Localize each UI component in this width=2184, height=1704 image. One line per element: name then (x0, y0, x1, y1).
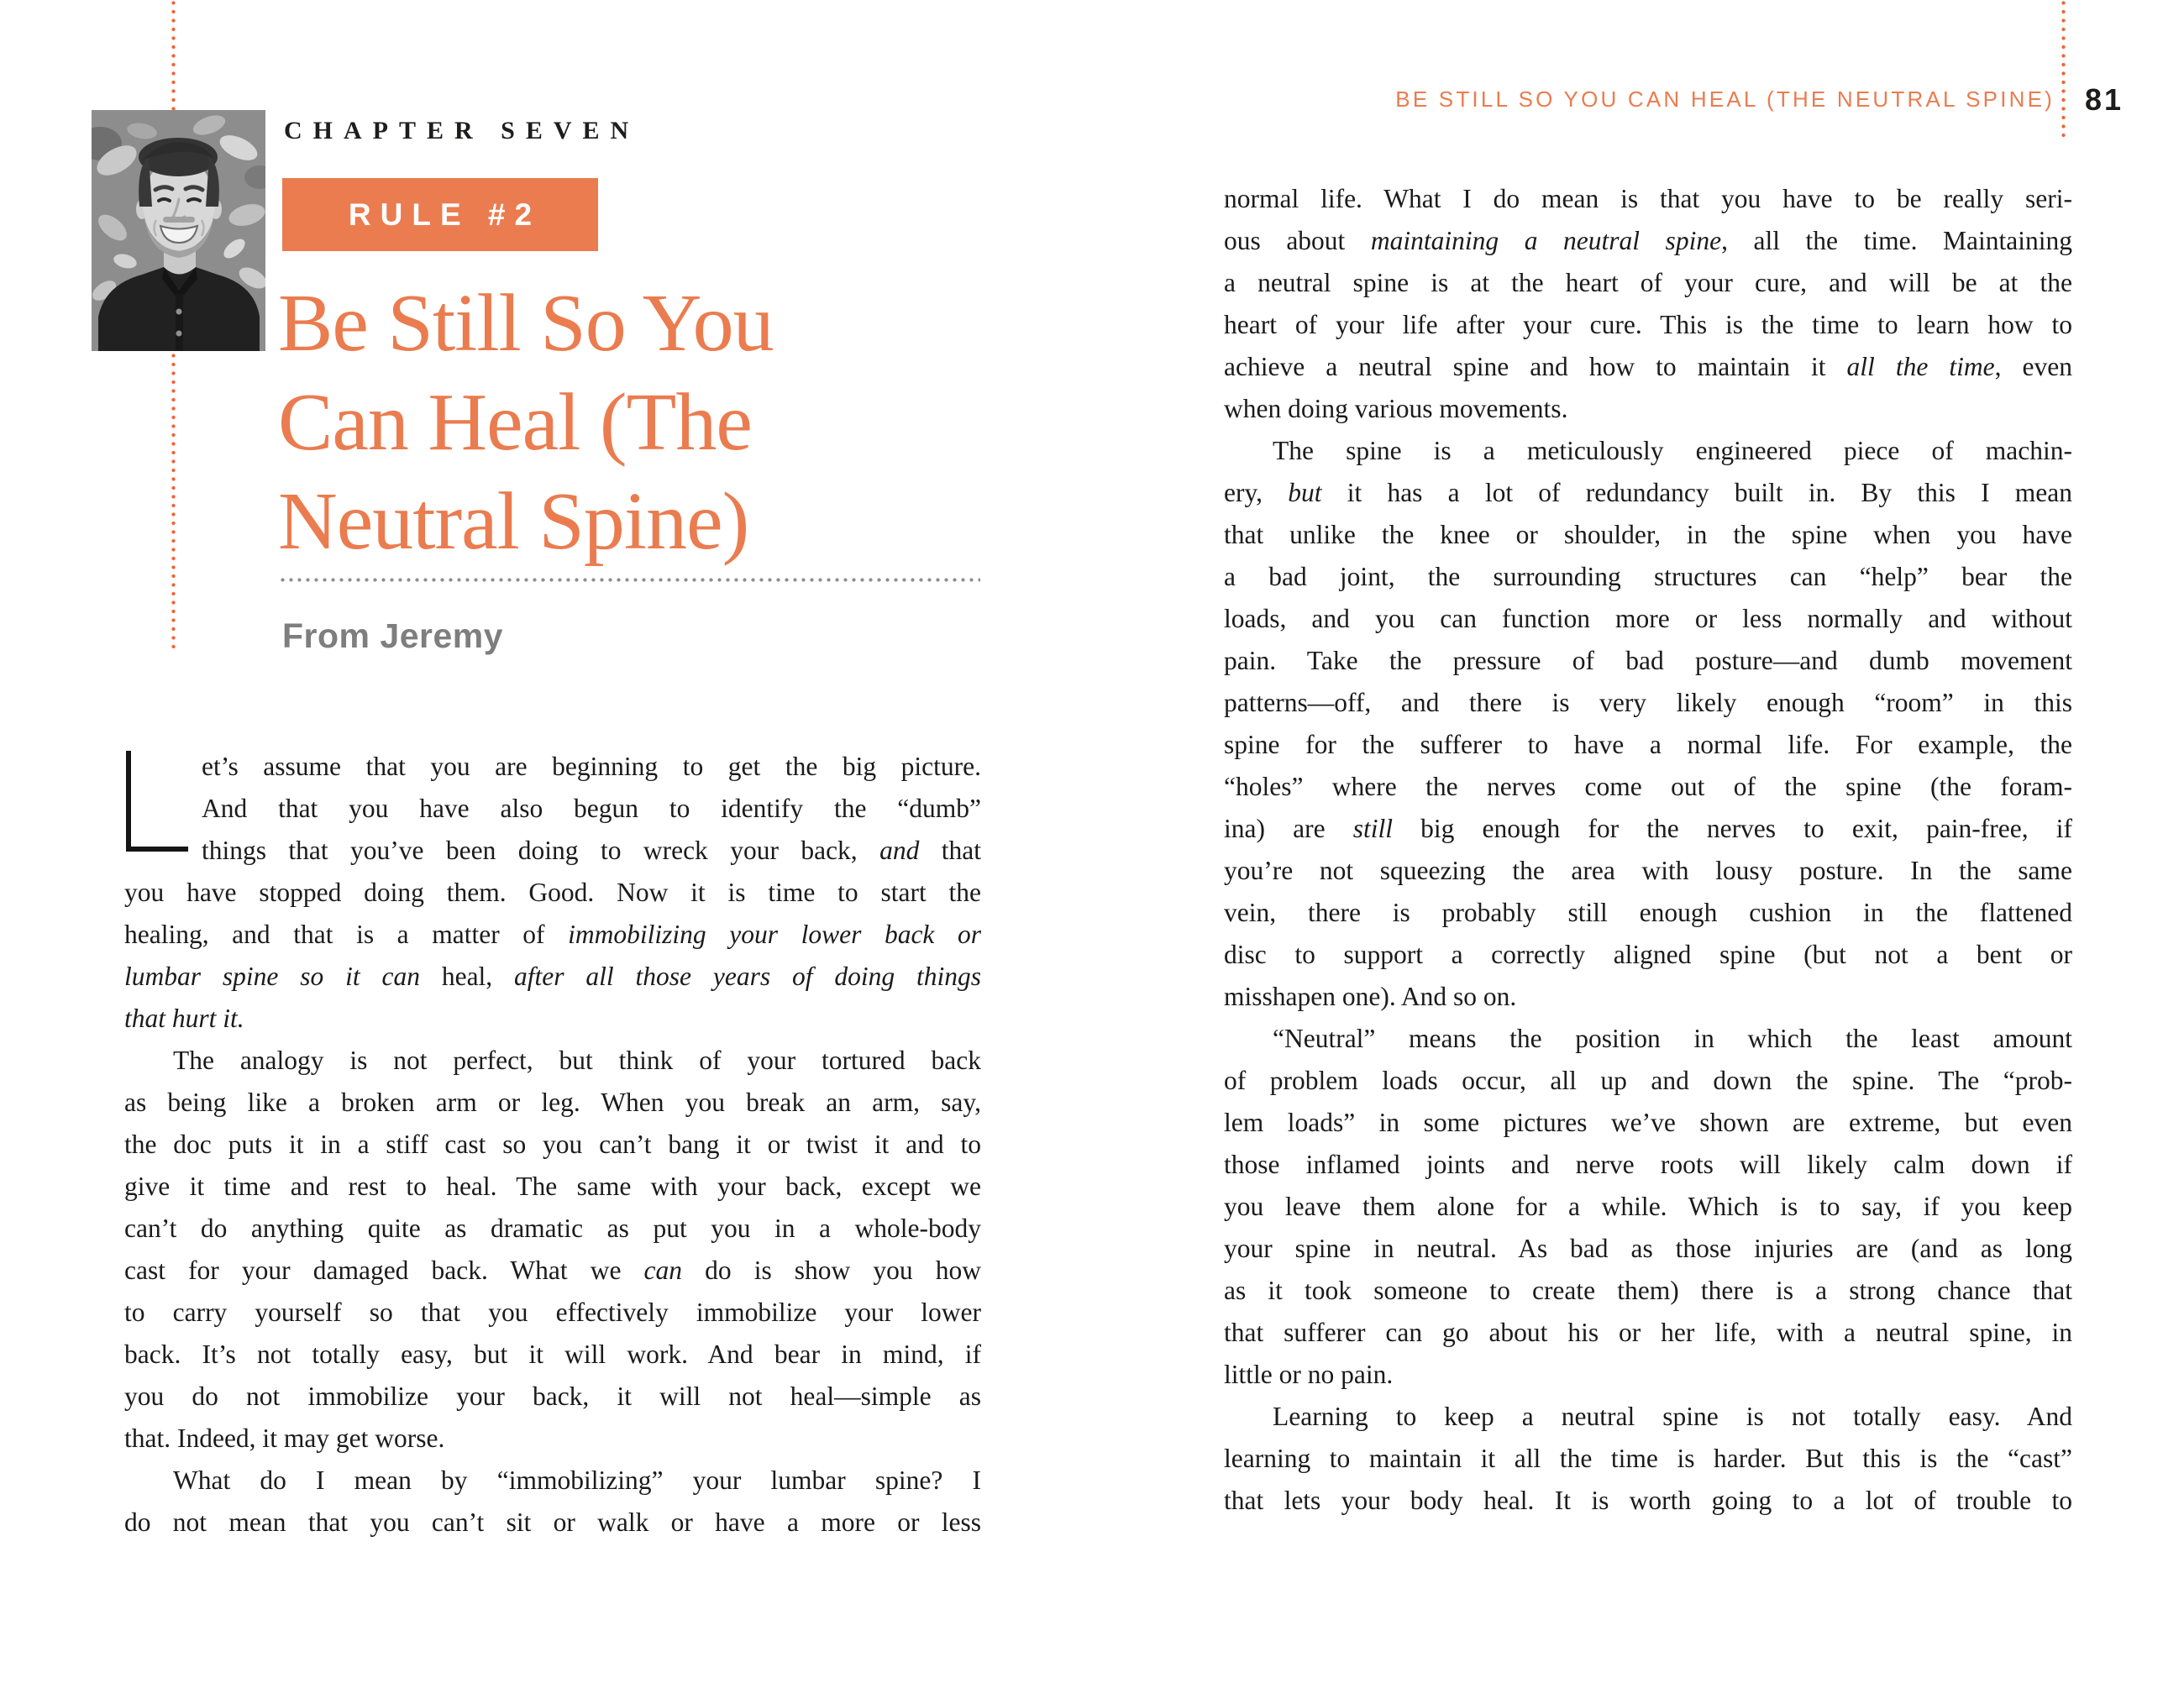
chapter-title-line-2: Can Heal (The (278, 377, 752, 468)
text-line: loads, and you can function more or less normally and without (1224, 604, 2072, 633)
text-line: What do I mean by “immobilizing” your lumbar spine? I (173, 1465, 981, 1495)
text-line: little or no pain. (1224, 1360, 1394, 1389)
paragraph (1224, 1396, 2072, 1522)
body-column-left (124, 746, 981, 1544)
text-line: Learning to keep a neutral spine is not totally easy. And (1273, 1402, 2072, 1431)
chapter-title (278, 274, 774, 571)
text-line: you’re not squeezing the area with lousy posture. In the same (1224, 856, 2072, 885)
text-line: “holes” where the nerves come out of the spine (the foram- (1224, 772, 2072, 801)
text-line: to carry yourself so that you effectively immobilize your lower (124, 1298, 981, 1327)
text-line: normal life. What I do mean is that you have to be really seri- (1224, 184, 2072, 213)
text-line: et’s assume that you are beginning to get the big picture. (202, 752, 981, 781)
author-photo (92, 110, 265, 351)
running-header: BE STILL SO YOU CAN HEAL (THE NEUTRAL SPINE) (1395, 87, 2055, 112)
text-line: ous about maintaining a neutral spine, all the time. Maintaining (1224, 226, 2072, 255)
text-line: a neutral spine is at the heart of your cure, and will be at the (1224, 268, 2072, 297)
paragraph (1224, 1018, 2072, 1396)
text-line: when doing various movements. (1224, 394, 1568, 423)
byline: From Jeremy (282, 616, 504, 655)
dropcap-letter (126, 751, 188, 852)
text-line: misshapen one). And so on. (1224, 982, 1517, 1011)
body-text-left (124, 746, 981, 1544)
text-line: achieve a neutral spine and how to maintain it all the time, even (1224, 352, 2072, 381)
rule-badge (282, 178, 598, 251)
rule-badge-label: RULE #2 (348, 197, 542, 232)
text-line: as being like a broken arm or leg. When you break an arm, say, (124, 1088, 981, 1117)
text-line: do not mean that you can’t sit or walk or have a more or less (124, 1507, 981, 1537)
text-line: ina) are still big enough for the nerves to exit, pain-free, if (1224, 814, 2072, 843)
text-line: spine for the sufferer to have a normal life. For example, the (1224, 730, 2072, 759)
text-line: cast for your damaged back. What we can do is show you how (124, 1256, 981, 1285)
chapter-kicker: CHAPTER SEVEN (284, 117, 640, 144)
text-line: lem loads” in some pictures we’ve shown are extreme, but even (1224, 1108, 2072, 1137)
text-line: pain. Take the pressure of bad posture—and dumb movement (1224, 646, 2072, 675)
text-line: that hurt it. (124, 1004, 244, 1033)
dotted-divider (281, 578, 980, 582)
chapter-title-line-1: Be Still So You (278, 278, 774, 369)
text-line: heart of your life after your cure. This is the time to learn how to (1224, 310, 2072, 339)
text-line: The analogy is not perfect, but think of your tortured back (173, 1046, 981, 1075)
text-line: vein, there is probably still enough cushion in the flattened (1224, 898, 2072, 927)
text-line: a bad joint, the surrounding structures can “help” bear the (1224, 562, 2072, 591)
text-line: as it took someone to create them) there is a strong chance that (1224, 1276, 2072, 1305)
dotted-accent-line-right (2061, 0, 2066, 139)
text-line: that sufferer can go about his or her life, with a neutral spine, in (1224, 1318, 2072, 1347)
text-line: the doc puts it in a stiff cast so you can’t bang it or twist it and to (124, 1130, 981, 1159)
paragraph (1224, 430, 2072, 1018)
text-line: ery, but it has a lot of redundancy built in. By this I mean (1224, 478, 2072, 507)
text-line: give it time and rest to heal. The same with your back, except we (124, 1172, 981, 1201)
body-text-right (1224, 178, 2072, 1522)
text-line: things that you’ve been doing to wreck your back, and that (202, 836, 981, 865)
author-photo-illustration (92, 110, 265, 351)
text-line: “Neutral” means the position in which the least amount (1273, 1024, 2072, 1053)
text-line: you leave them alone for a while. Which is to say, if you keep (1224, 1192, 2072, 1221)
text-line: learning to maintain it all the time is harder. But this is the “cast” (1224, 1444, 2072, 1473)
paragraph (1224, 178, 2072, 430)
text-line: your spine in neutral. As bad as those injuries are (and as long (1224, 1234, 2072, 1263)
text-line: that. Indeed, it may get worse. (124, 1423, 445, 1453)
text-line: patterns—off, and there is very likely enough “room” in this (1224, 688, 2072, 717)
text-line: you do not immobilize your back, it will not heal—simple as (124, 1382, 981, 1411)
paragraph (124, 746, 981, 1040)
text-line: that lets your body heal. It is worth going to a lot of trouble to (1224, 1486, 2072, 1515)
paragraph (124, 1040, 981, 1460)
text-line: lumbar spine so it can heal, after all those years of doing things (124, 962, 981, 991)
text-line: The spine is a meticulously engineered piece of machin- (1273, 436, 2072, 465)
text-line: healing, and that is a matter of immobilizing your lower back or (124, 920, 981, 949)
paragraph (124, 1460, 981, 1544)
text-line: of problem loads occur, all up and down the spine. The “prob- (1224, 1066, 2072, 1095)
page-number: 81 (2085, 82, 2124, 117)
text-line: those inflamed joints and nerve roots will likely calm down if (1224, 1150, 2072, 1179)
text-line: that unlike the knee or shoulder, in the spine when you have (1224, 520, 2072, 549)
chapter-title-line-3: Neutral Spine) (278, 476, 749, 567)
body-column-right (1224, 178, 2072, 1522)
text-line: back. It’s not totally easy, but it will work. And bear in mind, if (124, 1340, 981, 1369)
text-line: disc to support a correctly aligned spine (but not a bent or (1224, 940, 2072, 969)
text-line: can’t do anything quite as dramatic as put you in a whole-body (124, 1214, 981, 1243)
text-line: And that you have also begun to identify the “dumb” (202, 794, 981, 823)
text-line: you have stopped doing them. Good. Now it is time to start the (124, 878, 981, 907)
